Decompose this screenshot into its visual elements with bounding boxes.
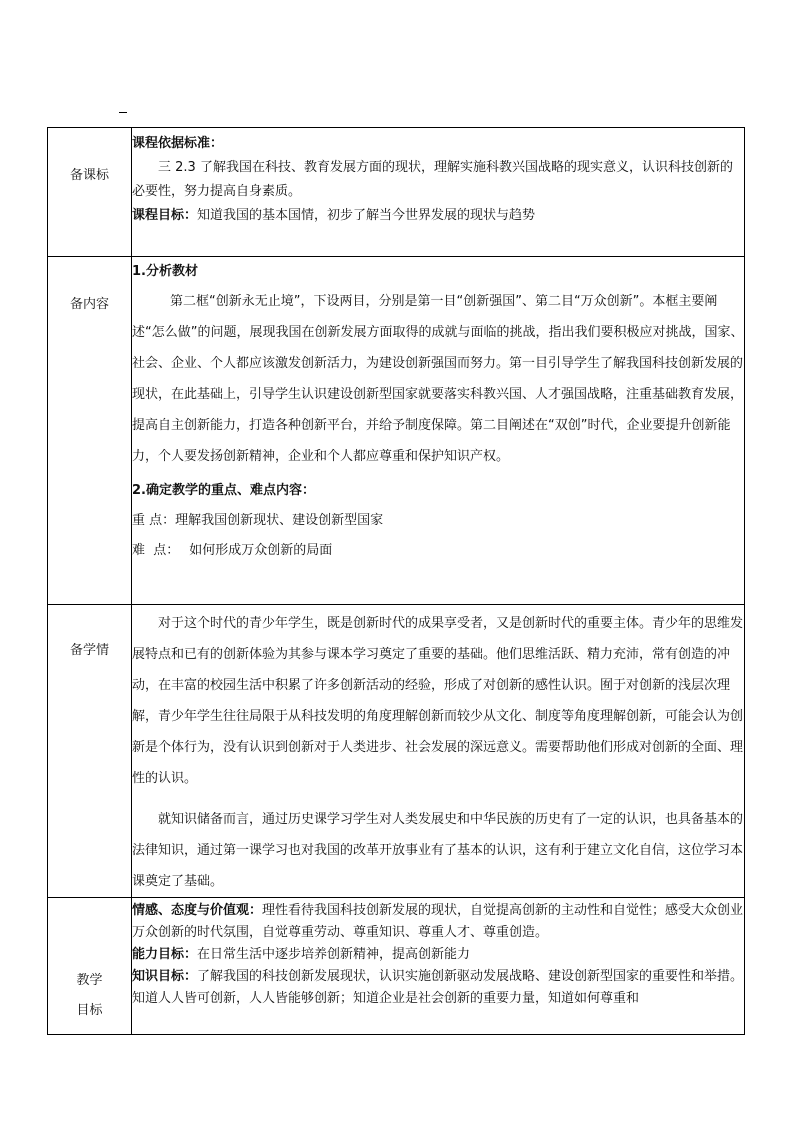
row-label-curriculum: 备课标	[69, 168, 109, 183]
row-student-analysis	[48, 605, 745, 898]
ability-label: 能力目标：	[132, 947, 198, 962]
key-point-text: 理解我国创新现状、建设创新型国家	[175, 513, 384, 528]
header-dash	[119, 112, 127, 113]
goal-text: 知道我国的基本国情，初步了解当今世界发展的现状与趋势	[197, 208, 536, 223]
knowledge-text: 了解我国的科技创新发展现状，认识实施创新驱动发展战略、建设创新型国家的重要性和举措。知道人人皆可创新，人人皆能够创新；知道企业是社会创新的重要力量，知道如何尊重和	[132, 969, 744, 1006]
row-label-students: 备学情	[69, 643, 109, 658]
lesson-plan-table	[47, 127, 745, 1035]
difficulty-text: 如何形成万众创新的局面	[189, 543, 333, 558]
analysis-heading: 1.分析教材	[132, 264, 198, 279]
content-cell	[132, 605, 745, 898]
key-points-heading: 2.确定教学的重点、难点内容：	[132, 483, 315, 498]
row-label-teaching: 教学	[76, 973, 103, 988]
standard-text: 三 2.3 了解我国在科技、教育发展方面的现状，理解实施科教兴国战略的现实意义，认识科技创新的必要性，努力提高自身素质。	[132, 160, 733, 199]
student-para-1: 对于这个时代的青少年学生，既是创新时代的成果享受者，又是创新时代的重要主体。青少年的思维发展特点和已有的创新体验为其参与课本学习奠定了重要的基础。他们思维活跃、精力充沛，常有创造的冲动，在丰富的校园生活中积累了许多创新活动的经验，形成了对创新的感性认识。囿于对创新的浅层次理解，青少年学生往往局限于从科技发明的角度理解创新而较少从文化、制度等角度理解创新，可能会认为创新是个体行为，没有认识到创新对于人类进步、社会发展的深远意义。需要帮助他们形成对创新的全面、理性的认识。	[132, 616, 744, 786]
row-label-content: 备内容	[69, 297, 109, 312]
difficulty-label: 难 点：	[132, 543, 180, 558]
content-cell	[132, 257, 745, 605]
label-cell	[48, 128, 132, 257]
label-cell	[48, 898, 132, 1035]
analysis-text: 第二框“创新永无止境”，下设两目，分别是第一目“创新强国”、第二目“万众创新”。本框主要阐述“怎么做”的问题，展现我国在创新发展方面取得的成就与面临的挑战，指出我们要积极应对挑战，国家、社会、企业、个人都应该激发创新活力，为建设创新强国而努力。第一目引导学生了解我国科技创新发展的现状，在此基础上，引导学生认识建设创新型国家就要落实科教兴国、人才强国战略，注重基础教育发展，提高自主创新能力，打造各种创新平台，并给予制度保障。第二目阐述在“双创”时代，企业要提升创新能力，个人要发扬创新精神，企业和个人都应尊重和保护知识产权。	[132, 294, 744, 464]
row-teaching-goals	[48, 898, 745, 1035]
content-cell	[132, 128, 745, 257]
knowledge-label: 知识目标：	[132, 969, 198, 984]
emotion-label: 情感、态度与价值观：	[132, 903, 263, 918]
row-content	[48, 257, 745, 605]
row-curriculum-standard	[48, 128, 745, 257]
ability-text: 在日常生活中逐步培养创新精神，提高创新能力	[197, 947, 471, 962]
standard-heading: 课程依据标准：	[132, 136, 224, 151]
row-label-goals: 目标	[76, 1003, 103, 1018]
key-point-label: 重 点：	[132, 513, 176, 528]
goal-label: 课程目标：	[132, 208, 198, 223]
content-cell	[132, 898, 745, 1035]
label-cell	[48, 605, 132, 898]
emotion-text: 理性看待我国科技创新发展的现状，自觉提高创新的主动性和自觉性；感受大众创业万众创新的时代氛围，自觉尊重劳动、尊重知识、尊重人才、尊重创造。	[132, 903, 744, 940]
label-cell	[48, 257, 132, 605]
student-para-2: 就知识储备而言，通过历史课学习学生对人类发展史和中华民族的历史有了一定的认识，也具备基本的法律知识，通过第一课学习也对我国的改革开放事业有了基本的认识，这有利于建立文化自信，这位学习本课奠定了基础。	[132, 812, 744, 889]
